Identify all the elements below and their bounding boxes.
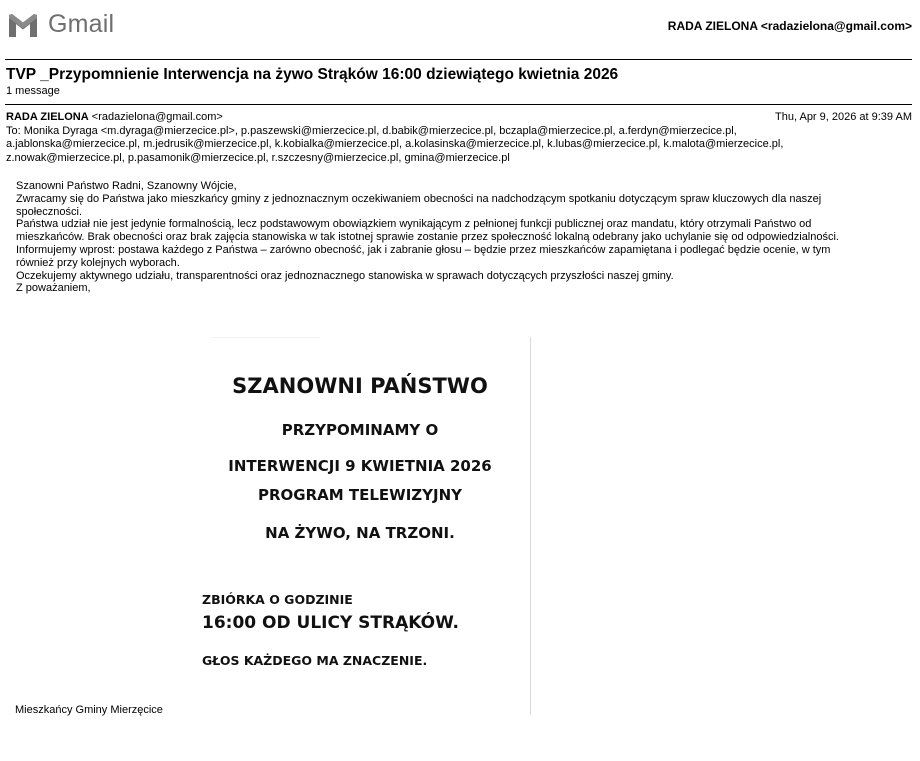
body-line: Oczekujemy aktywnego udziału, transparentności oraz jednoznacznego stanowiska w sprawach dotyczących przyszłości naszej gminy. bbox=[16, 269, 674, 282]
body-line: Z poważaniem, bbox=[16, 282, 91, 295]
poster-line: PROGRAM TELEWIZYJNY bbox=[257, 486, 463, 504]
message-count: 1 message bbox=[6, 85, 60, 97]
body-line: Zwracamy się do Państwa jako mieszkańcy gminy z jednoznacznym oczekiwaniem obecności na nadchodzącym spotkaniu dotyczącym spraw kluczowych dla naszej bbox=[16, 192, 822, 205]
body-line: również przy kolejnych wyborach. bbox=[16, 256, 180, 269]
body-line: Informujemy wprost: postawa każdego z Państwa – zarówno obecność, jak i zabranie głosu – będzie przez mieszkańców zapamiętana i podlegać będzie ocenie, w tym bbox=[16, 243, 831, 256]
recipients-line: a.jablonska@mierzecice.pl, m.jedrusik@mierzecice.pl, k.kobialka@mierzecice.pl, a.kolasinska@mierzecice.pl, k.lubas@mierzecice.pl, k.malota@mierzecice.pl, bbox=[6, 138, 784, 150]
account-label: RADA ZIELONA <radazielona@gmail.com> bbox=[667, 19, 912, 33]
poster-edge bbox=[210, 337, 320, 338]
message-signature: Mieszkańcy Gminy Mierzęcice bbox=[15, 704, 163, 716]
body-line: Szanowni Państwo Radni, Szanowny Wójcie, bbox=[16, 180, 237, 192]
divider-message bbox=[5, 104, 912, 105]
poster-slogan: GŁOS KAŻDEGO MA ZNACZENIE. bbox=[202, 653, 428, 668]
poster-meeting-label: ZBIÓRKA O GODZINIE bbox=[202, 592, 353, 607]
logo-text: Gmail bbox=[48, 10, 115, 38]
gmail-header bbox=[0, 0, 920, 56]
poster-meeting-time: 16:00 OD ULICY STRĄKÓW. bbox=[202, 613, 459, 633]
divider-top bbox=[5, 59, 912, 60]
body-line: Państwa udział nie jest jedynie formalnością, lecz podstawowym obowiązkiem wynikającym z pełnionej funkcji publicznej oraz mandatu, który otrzymali Państwo od bbox=[16, 218, 812, 231]
poster-line: PRZYPOMINAMY O bbox=[281, 421, 439, 439]
body-line: społeczności. bbox=[16, 205, 83, 218]
attached-poster-image bbox=[190, 337, 531, 715]
poster-heading: SZANOWNI PAŃSTWO bbox=[232, 374, 488, 398]
sender-email[interactable]: <radazielona@gmail.com> bbox=[91, 111, 223, 123]
sender-name: RADA ZIELONA bbox=[6, 111, 89, 123]
recipients-line: To: Monika Dyraga <m.dyraga@mierzecice.pl>, p.paszewski@mierzecice.pl, d.babik@mierzecice.pl, bczapla@mierzecice.pl, a.ferdyn@mierzecice.pl, bbox=[6, 124, 737, 137]
gmail-envelope-icon bbox=[6, 11, 40, 39]
gmail-logo bbox=[6, 10, 114, 39]
poster-line: INTERWENCJI 9 KWIETNIA 2026 bbox=[228, 457, 492, 475]
poster-line: NA ŻYWO, NA TRZONI. bbox=[265, 524, 455, 542]
message-meta bbox=[6, 111, 912, 165]
message-date: Thu, Apr 9, 2026 at 9:39 AM bbox=[775, 111, 912, 123]
body-line: mieszkańców. Brak obecności oraz brak zajęcia stanowiska w tak istotnej sprawie zostanie przez społeczność lokalną odebrany jako uchylanie się od odpowiedzialności. bbox=[16, 231, 839, 244]
recipients-line: z.nowak@mierzecice.pl, p.pasamonik@mierzecice.pl, r.szczesny@mierzecice.pl, gmina@mierzecice.pl bbox=[6, 151, 510, 164]
thread-subject: TVP _Przypomnienie Interwencja na żywo Strąków 16:00 dziewiątego kwietnia 2026 bbox=[6, 66, 619, 83]
message-body bbox=[16, 180, 892, 295]
